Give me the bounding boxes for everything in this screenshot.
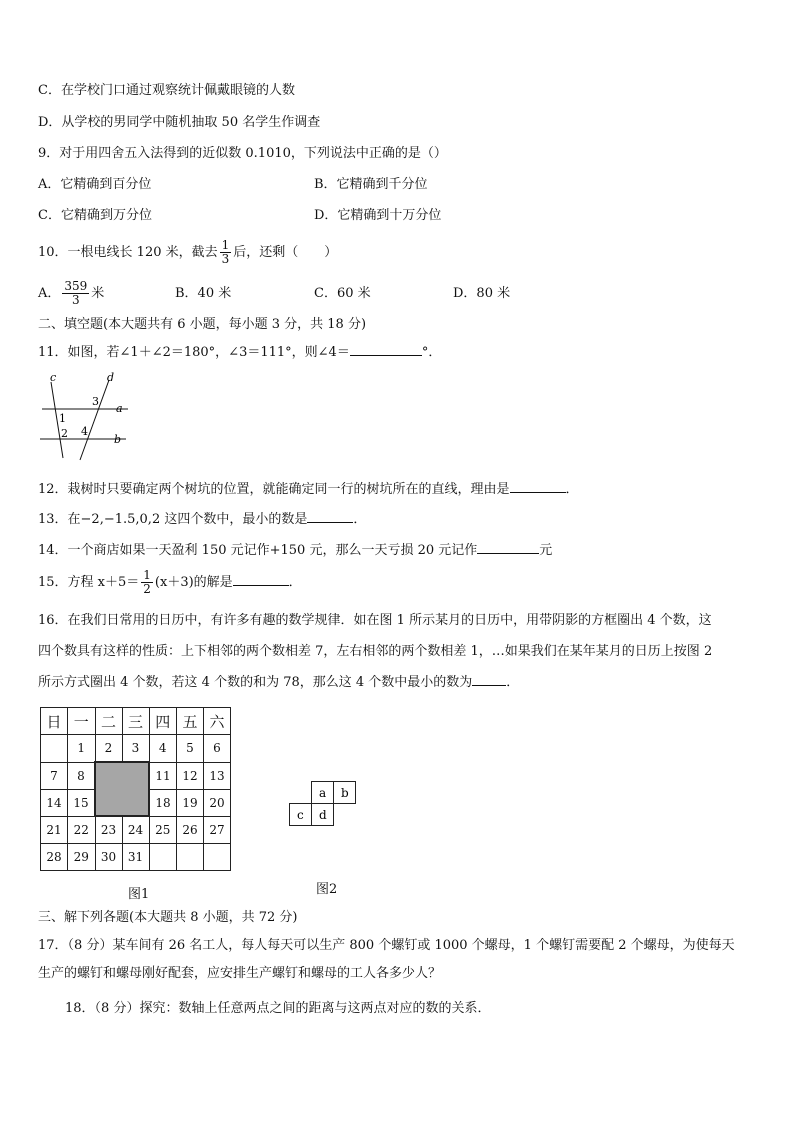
- q10-frac-num: 1: [221, 238, 230, 252]
- calendar-row: [41, 816, 231, 844]
- q10-stem-post: 后，还剩（ ）: [233, 245, 338, 260]
- q9-option-d: D．它精确到十万分位: [314, 208, 442, 223]
- q17-line-2: 生产的螺钉和螺母刚好配套，应安排生产螺钉和螺母的工人各多少人？: [38, 966, 442, 981]
- calendar-cell: 31: [122, 844, 149, 871]
- label-d: d: [107, 371, 115, 384]
- q11-stem-text: 11．如图，若∠1＋∠2＝180°，∠3＝111°，则∠4＝: [38, 345, 350, 360]
- q12-stem: [38, 480, 579, 498]
- weekday-mon: 一: [68, 708, 96, 735]
- q10-stem: [38, 238, 337, 268]
- q11-answer-blank[interactable]: [350, 343, 422, 356]
- q10-option-b: B．40 米: [175, 286, 232, 301]
- label-b: b: [114, 433, 122, 446]
- calendar-cell: 23: [95, 816, 122, 844]
- q13-suffix: ．: [353, 512, 367, 527]
- section-3-heading: 三、解下列各题(本大题共 8 小题，共 72 分): [38, 910, 298, 925]
- calendar-cell: 12: [177, 762, 204, 789]
- calendar-cell: [41, 735, 68, 763]
- q8-option-d: D．从学校的男同学中随机抽取 50 名学生作调查: [38, 115, 321, 130]
- cell-c-label: c: [297, 808, 304, 822]
- weekday-wed: 三: [122, 708, 149, 735]
- calendar-cell: 19: [177, 789, 204, 816]
- cell-a-label: a: [319, 786, 327, 800]
- q14-suffix: 元: [539, 543, 553, 558]
- label-a: a: [116, 402, 123, 415]
- q10-stem-pre: 10．一根电线长 120 米，截去: [38, 245, 218, 260]
- angle-2-label: 2: [61, 427, 68, 440]
- q10-a-fraction: [62, 280, 89, 307]
- calendar-row: [41, 762, 231, 789]
- line-d: [80, 380, 109, 460]
- weekday-sat: 六: [204, 708, 231, 735]
- calendar-cell: 2: [95, 735, 122, 763]
- q10-a-unit: 米: [91, 286, 105, 301]
- q14-stem-text: 14．一个商店如果一天盈利 150 元记作+150 元，那么一天亏损 20 元记作: [38, 543, 478, 558]
- q13-answer-blank[interactable]: [307, 510, 353, 523]
- q9-stem: 9．对于用四舍五入法得到的近似数 0.1010，下列说法中正确的是（）: [38, 146, 447, 161]
- weekday-fri: 五: [177, 708, 204, 735]
- q11-parallel-lines-figure: [36, 370, 136, 462]
- calendar-cell: [149, 844, 177, 871]
- q16-suffix: ．: [506, 675, 520, 690]
- calendar-cell: 28: [41, 844, 68, 871]
- q15-post: (x＋3)的解是: [154, 575, 233, 590]
- q13-stem-text: 13．在−2,−1.5,0,2 这四个数中，最小的数是: [38, 512, 308, 527]
- calendar-row: [41, 735, 231, 763]
- calendar-cell: 8: [68, 762, 96, 789]
- angle-1-label: 1: [59, 412, 66, 425]
- q10-a-label: A．: [38, 286, 61, 301]
- q15-frac-num: 1: [143, 568, 151, 582]
- q16-stem: [38, 605, 756, 698]
- figure-2-grid: [286, 779, 362, 831]
- calendar-cell: 3: [122, 735, 149, 763]
- q15-pre: 15．方程 x＋5＝: [38, 575, 140, 590]
- q9-option-a: A．它精确到百分位: [38, 177, 152, 192]
- calendar-cell: 29: [68, 844, 96, 871]
- calendar-row: [41, 844, 231, 871]
- calendar-cell: 24: [122, 816, 149, 844]
- q11-stem: [38, 343, 441, 361]
- q10-option-c: C．60 米: [314, 286, 371, 301]
- q15-suffix: ．: [288, 575, 302, 590]
- calendar-cell: 26: [177, 816, 204, 844]
- calendar-cell: [204, 844, 231, 871]
- q16-answer-blank[interactable]: [472, 673, 506, 686]
- cell-b-label: b: [341, 786, 349, 800]
- q13-stem: [38, 510, 366, 528]
- q16-line-1: 16．在我们日常用的日历中，有许多有趣的数学规律．如在图 1 所示某月的日历中，用带阴影的方框圈出 4 个数，这: [38, 613, 712, 628]
- calendar-cell: 13: [204, 762, 231, 789]
- weekday-sun: 日: [41, 708, 68, 735]
- q9-option-c: C．它精确到万分位: [38, 208, 152, 223]
- q12-answer-blank[interactable]: [510, 480, 566, 493]
- q17-line-1: 17．（8 分）某车间有 26 名工人，每人每天可以生产 800 个螺钉或 1000 个螺母，1 个螺钉需要配 2 个螺母，为使每天: [38, 938, 735, 953]
- calendar-cell: 6: [204, 735, 231, 763]
- q15-fraction: [141, 569, 153, 596]
- label-c: c: [50, 371, 57, 384]
- calendar-cell: 27: [204, 816, 231, 844]
- calendar-header-row: [41, 708, 231, 735]
- q10-frac-den: 3: [221, 252, 230, 266]
- calendar-cell: 1: [68, 735, 96, 763]
- calendar-cell: 20: [204, 789, 231, 816]
- calendar-cell: 5: [177, 735, 204, 763]
- q10-option-d: D．80 米: [453, 286, 511, 301]
- calendar-figure-1: [40, 707, 231, 871]
- calendar-cell: [177, 844, 204, 871]
- calendar-cell: 14: [41, 789, 68, 816]
- calendar-cell: 25: [149, 816, 177, 844]
- weekday-tue: 二: [95, 708, 122, 735]
- calendar-cell: 22: [68, 816, 96, 844]
- angle-3-label: 3: [92, 395, 99, 408]
- calendar-cell: 18: [149, 789, 177, 816]
- q14-stem: [38, 541, 552, 559]
- figure-2-caption: 图2: [316, 882, 338, 897]
- calendar-cell: 4: [149, 735, 177, 763]
- q11-suffix: °．: [421, 345, 442, 360]
- q16-line-2: 四个数具有这样的性质：上下相邻的两个数相差 7，左右相邻的两个数相差 1，…如果我们在某年某月的日历上按图 2: [38, 644, 713, 659]
- shaded-square: [95, 762, 149, 816]
- q12-suffix: ．: [565, 482, 579, 497]
- weekday-thu: 四: [149, 708, 177, 735]
- q14-answer-blank[interactable]: [477, 541, 539, 554]
- calendar-cell: 7: [41, 762, 68, 789]
- q12-stem-text: 12．栽树时只要确定两个树坑的位置，就能确定同一行的树坑所在的直线，理由是: [38, 482, 510, 497]
- q15-frac-den: 2: [143, 582, 151, 596]
- q15-stem: [38, 568, 302, 598]
- q10-fraction: [220, 239, 232, 266]
- q10-a-den: 3: [72, 293, 80, 307]
- section-2-heading: 二、填空题(本大题共有 6 小题，每小题 3 分，共 18 分): [38, 317, 367, 332]
- q16-line-3: [38, 667, 756, 698]
- q8-option-c: C．在学校门口通过观察统计佩戴眼镜的人数: [38, 83, 295, 98]
- q10-a-num: 359: [64, 279, 88, 293]
- angle-4-label: 4: [81, 425, 88, 438]
- figure-1-caption: 图1: [128, 887, 150, 902]
- calendar-cell: 30: [95, 844, 122, 871]
- q18-stem: 18．（8 分）探究：数轴上任意两点之间的距离与这两点对应的数的关系．: [65, 1001, 491, 1016]
- cell-d-label: d: [319, 808, 327, 822]
- q16-line-3-text: 所示方式圈出 4 个数，若这 4 个数的和为 78，那么这 4 个数中最小的数为: [38, 675, 473, 690]
- q10-option-a: [38, 279, 104, 309]
- calendar-cell: 15: [68, 789, 96, 816]
- q9-option-b: B．它精确到千分位: [314, 177, 428, 192]
- calendar-cell: 21: [41, 816, 68, 844]
- calendar-cell: 11: [149, 762, 177, 789]
- q15-answer-blank[interactable]: [233, 573, 289, 586]
